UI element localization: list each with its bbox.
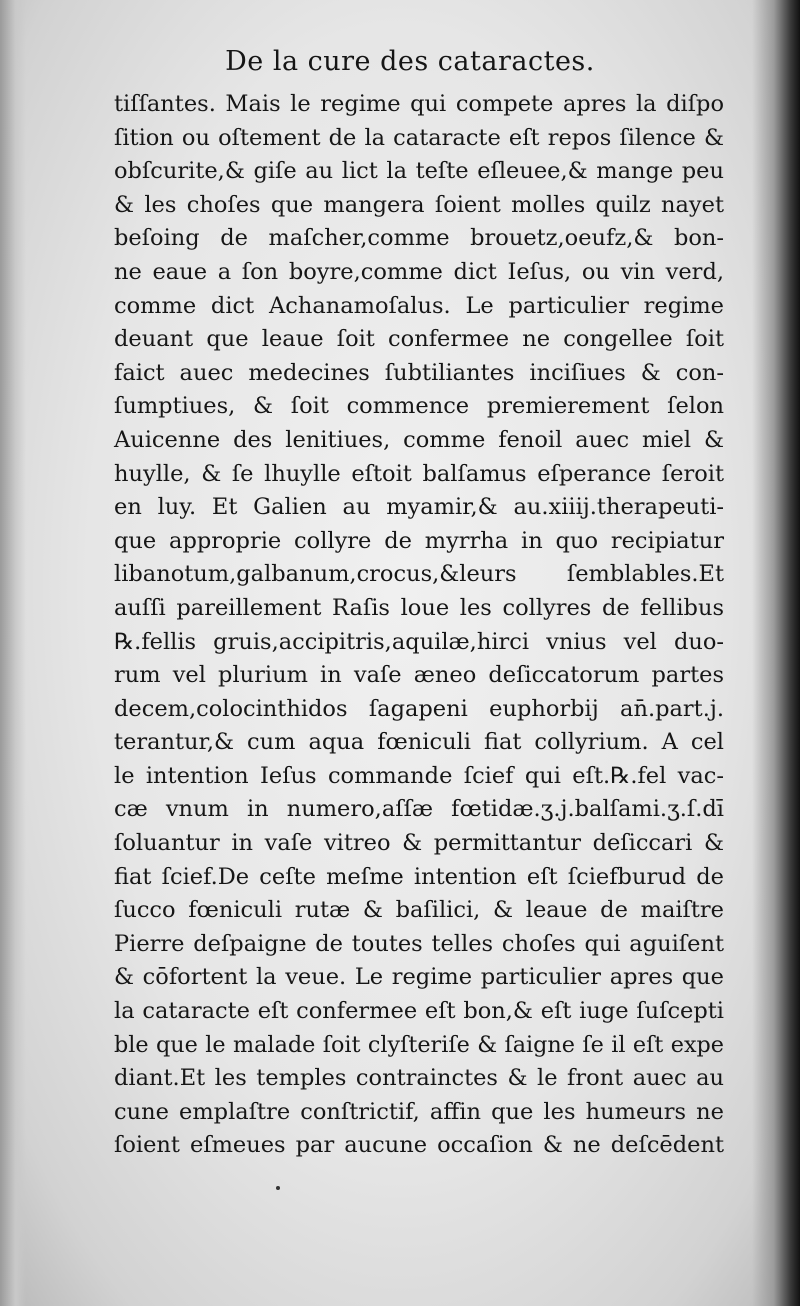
text-line: rum vel plurium in vaſe æneo deſiccatorum partes <box>114 662 724 689</box>
page-gutter-shadow <box>0 0 26 1306</box>
text-line: ble que le malade ſoit clyſteriſe & ſaigne ſe il eſt expe <box>114 1031 724 1058</box>
text-line: fiat ſcief.De ceſte meſme intention eſt ſciefburud de <box>114 863 724 890</box>
text-line: obſcurite,& giſe au lict la teſte eſleuee,& mange peu <box>114 158 724 185</box>
text-line: la cataracte eſt confermee eſt bon,& eſt iuge ſuſcepti <box>114 998 724 1025</box>
text-line: cæ vnum in numero,aſſæ fœtidæ.ʒ.j.balſami.ʒ.ſ.dī <box>114 796 724 823</box>
text-line: libanotum,galbanum,crocus,&leurs ſemblables.Et <box>114 561 724 588</box>
text-line: diant.Et les temples contrainctes & le front auec au <box>114 1065 724 1092</box>
text-line: Pierre deſpaigne de toutes telles choſes qui aguiſent <box>114 930 724 957</box>
text-line: ne eaue a ſon boyre,comme dict Ieſus, ou vin verd, <box>114 258 724 285</box>
text-line: huylle, & ſe lhuylle eſtoit balſamus eſperance ſeroit <box>114 460 724 487</box>
text-line: ſoient eſmeues par aucune occaſion & ne deſcēdent <box>114 1132 724 1159</box>
text-line: tiſſantes. Mais le regime qui compete apres la diſpo <box>114 91 724 117</box>
text-line: deuant que leaue ſoit confermee ne congellee ſoit <box>114 326 724 353</box>
text-line: comme dict Achanamoſalus. Le particulier regime <box>114 292 724 319</box>
page-edge-shadow <box>752 0 800 1306</box>
page-speck <box>276 1186 280 1190</box>
text-line: que approprie collyre de myrrha in quo recipiatur <box>114 527 724 554</box>
text-line: ſition ou oſtement de la cataracte eſt repos ſilence & <box>114 124 724 151</box>
body-text <box>114 88 724 1163</box>
text-line: ſumptiues, & ſoit commence premierement ſelon <box>114 393 724 420</box>
text-line: terantur,& cum aqua fœniculi fiat collyrium. A cel <box>114 729 724 756</box>
text-line: Auicenne des lenitiues, comme fenoil auec miel & <box>114 426 724 453</box>
text-line: faict auec medecines ſubtiliantes inciſiues & con- <box>114 359 724 386</box>
text-line: cune emplaſtre conſtrictif, affin que les humeurs ne <box>114 1098 724 1125</box>
text-line: & les choſes que mangera ſoient molles quilz nayet <box>114 191 724 218</box>
text-line: le intention Ieſus commande ſcief qui eſt.℞.fel vac- <box>114 762 724 789</box>
text-line: ℞.fellis gruis,accipitris,aquilæ,hirci vnius vel duo- <box>114 628 724 655</box>
text-line: & cōfortent la veue. Le regime particulier apres que <box>114 964 724 991</box>
running-head: De la cure des cataractes. <box>225 46 595 77</box>
text-line: beſoing de maſcher,comme brouetz,oeufz,& bon- <box>114 225 724 252</box>
text-line: ſucco fœniculi rutæ & baſilici, & leaue de maiſtre <box>114 897 724 924</box>
text-line: en luy. Et Galien au myamir,& au.xiiij.therapeuti- <box>114 494 724 521</box>
text-line: ſoluantur in vaſe vitreo & permittantur deſiccari & <box>114 830 724 857</box>
text-line: auſſi pareillement Raſis loue les collyres de fellibus <box>114 594 724 621</box>
text-line: decem,colocinthidos ſagapeni euphorbij an̄.part.j. <box>114 695 724 722</box>
